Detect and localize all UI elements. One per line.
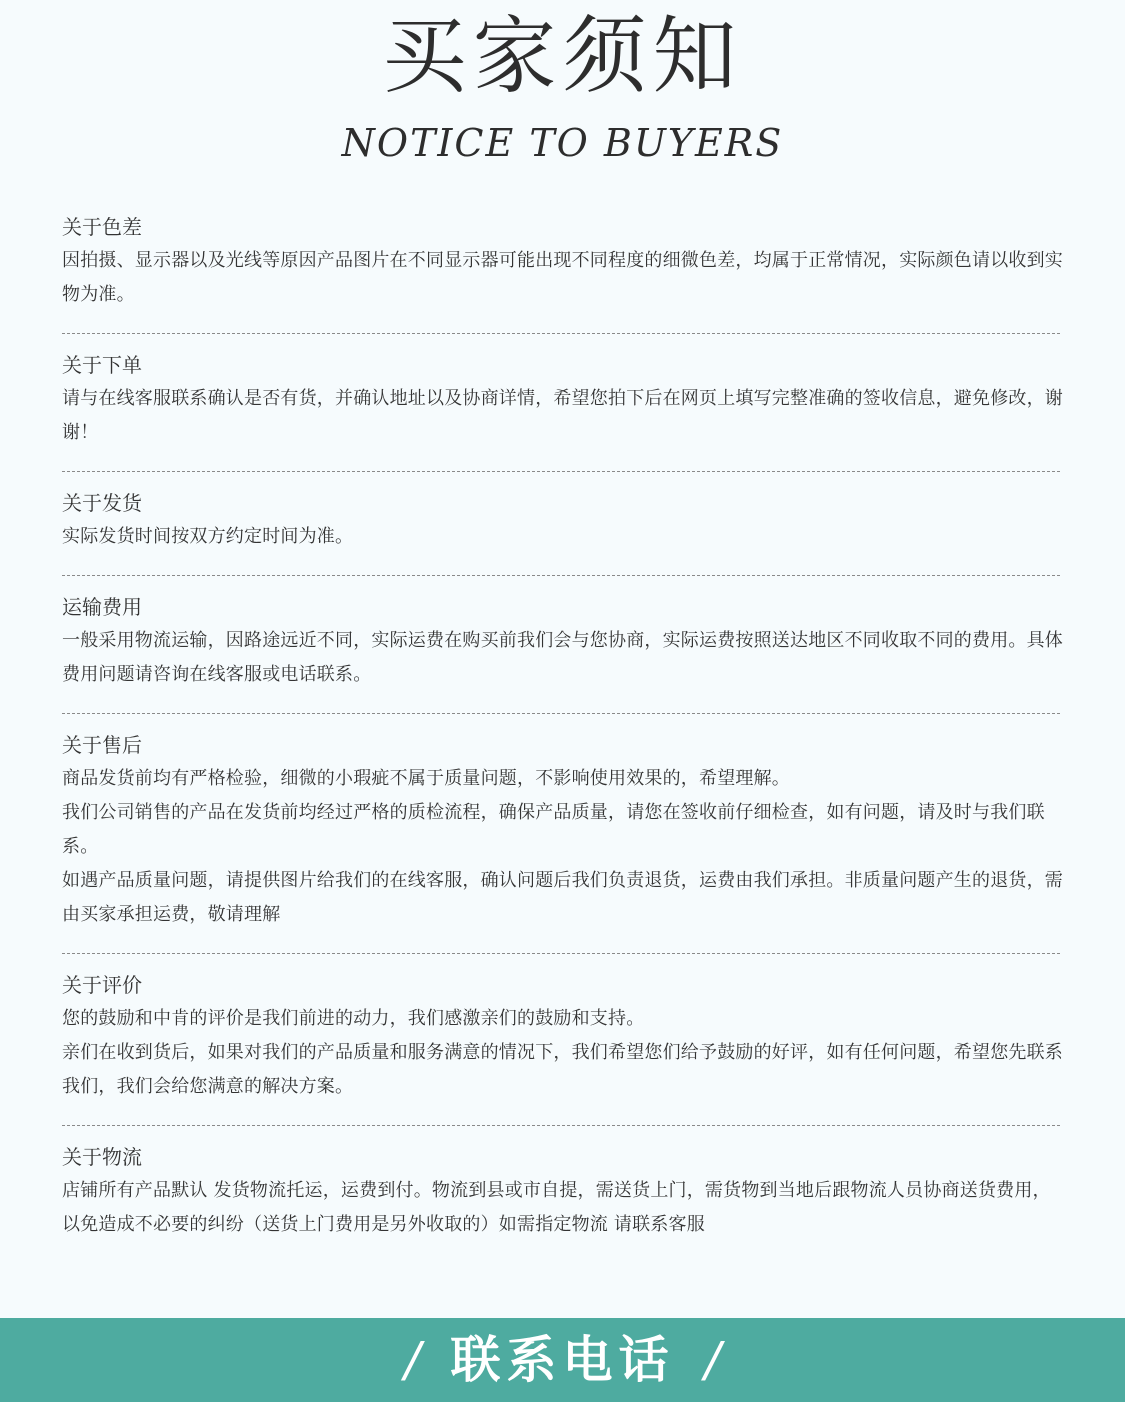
section-title: 关于物流 xyxy=(62,1145,142,1169)
slash-decoration-left: / xyxy=(404,1332,421,1388)
section-paragraph: 亲们在收到货后，如果对我们的产品质量和服务满意的情况下，我们希望您们给予鼓励的好评，如有任何问题，希望您先联系我们，我们会给您满意的解决方案。 xyxy=(62,1042,1063,1097)
header xyxy=(0,0,1125,190)
page-title: 买家须知 xyxy=(382,7,743,105)
section-title: 关于发货 xyxy=(62,491,142,515)
section-ordering xyxy=(62,348,1065,450)
section-shipping-cost xyxy=(62,590,1065,692)
section-paragraph: 您的鼓励和中肯的评价是我们前进的动力，我们感激亲们的鼓励和支持。 xyxy=(62,1008,645,1029)
slash-decoration-right: / xyxy=(704,1332,721,1388)
section-body xyxy=(62,244,1065,312)
notice-content xyxy=(62,210,1065,1242)
section-reviews xyxy=(62,968,1065,1104)
contact-phone-label: 联系电话 xyxy=(450,1331,675,1389)
dashed-divider xyxy=(62,333,1060,334)
dashed-divider xyxy=(62,471,1060,472)
section-title: 关于售后 xyxy=(62,733,142,757)
dashed-divider xyxy=(62,1125,1060,1126)
section-paragraph: 一般采用物流运输，因路途远近不同，实际运费在购买前我们会与您协商，实际运费按照送达地区不同收取不同的费用。具体费用问题请咨询在线客服或电话联系。 xyxy=(62,630,1063,685)
section-shipping xyxy=(62,486,1065,554)
section-title: 关于下单 xyxy=(62,353,142,377)
page-subtitle: NOTICE TO BUYERS xyxy=(341,121,784,165)
section-logistics xyxy=(62,1140,1065,1242)
dashed-divider xyxy=(62,953,1060,954)
section-after-sales xyxy=(62,728,1065,932)
section-body xyxy=(62,520,1065,554)
section-title: 关于评价 xyxy=(62,973,142,997)
section-title: 关于色差 xyxy=(62,215,142,239)
section-paragraph: 请与在线客服联系确认是否有货，并确认地址以及协商详情，希望您拍下后在网页上填写完整准确的签收信息，避免修改，谢谢！ xyxy=(62,388,1063,443)
section-paragraph: 因拍摄、显示器以及光线等原因产品图片在不同显示器可能出现不同程度的细微色差，均属于正常情况，实际颜色请以收到实物为准。 xyxy=(62,250,1063,305)
section-body xyxy=(62,382,1065,450)
section-body xyxy=(62,762,1065,932)
section-paragraph: 商品发货前均有严格检验，细微的小瑕疵不属于质量问题，不影响使用效果的，希望理解。 xyxy=(62,768,790,789)
section-paragraph: 如遇产品质量问题，请提供图片给我们的在线客服，确认问题后我们负责退货，运费由我们承担。非质量问题产生的退货，需由买家承担运费，敬请理解 xyxy=(62,870,1063,925)
dashed-divider xyxy=(62,575,1060,576)
dashed-divider xyxy=(62,713,1060,714)
contact-phone-banner xyxy=(0,1318,1125,1402)
section-body xyxy=(62,624,1065,692)
section-title: 运输费用 xyxy=(62,595,142,619)
section-paragraph: 我们公司销售的产品在发货前均经过严格的质检流程，确保产品质量，请您在签收前仔细检查，如有问题，请及时与我们联系。 xyxy=(62,802,1045,857)
section-paragraph: 实际发货时间按双方约定时间为准。 xyxy=(62,526,354,547)
section-body xyxy=(62,1174,1065,1242)
section-color-difference xyxy=(62,210,1065,312)
section-paragraph: 店铺所有产品默认 发货物流托运，运费到付。物流到县或市自提，需送货上门，需货物到当地后跟物流人员协商送货费用，以免造成不必要的纠纷（送货上门费用是另外收取的）如需指定物流 请联系客服 xyxy=(62,1180,1051,1235)
section-body xyxy=(62,1002,1065,1104)
